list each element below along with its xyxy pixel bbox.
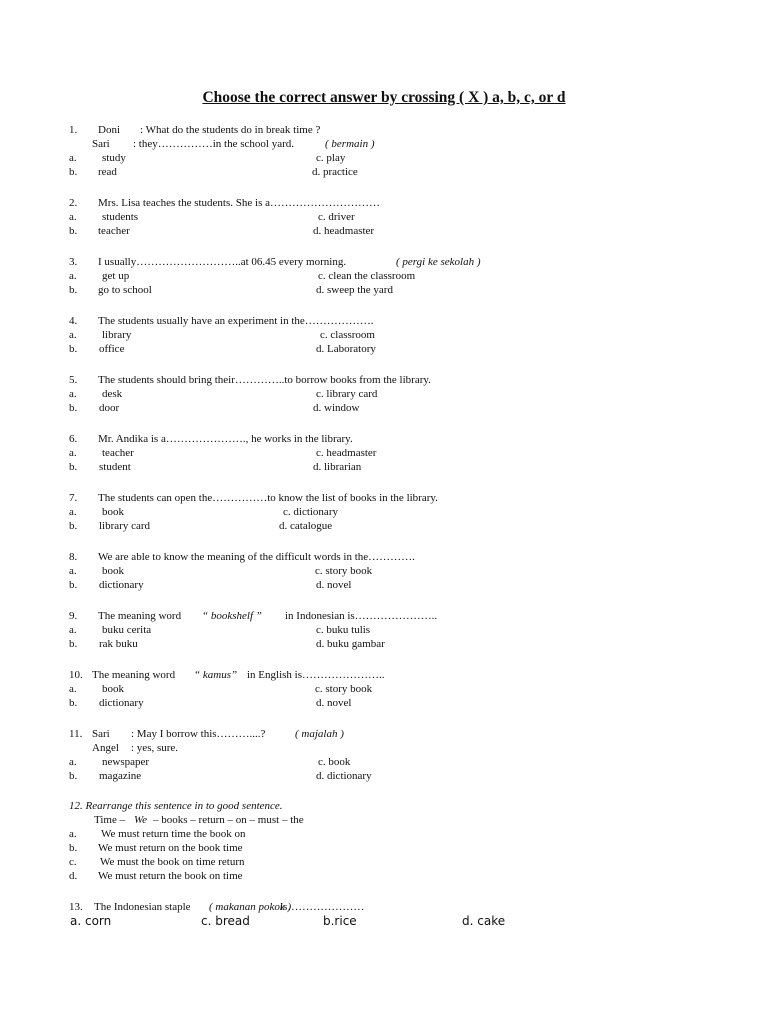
question-number: 8. (69, 551, 78, 563)
option-letter-c: c. (69, 856, 77, 868)
option-letter-a: a. (69, 756, 77, 768)
question-number: 5. (69, 374, 78, 386)
question-number: 2. (69, 197, 78, 209)
speaker-name: Doni (98, 124, 120, 136)
question-stem: The meaning word (98, 610, 182, 622)
option-letter-b: b. (69, 461, 78, 473)
option-a[interactable]: library (102, 329, 132, 341)
option-c[interactable]: c. library card (316, 388, 378, 400)
option-b[interactable]: magazine (99, 770, 142, 782)
option-b[interactable]: teacher (98, 225, 130, 237)
option-letter-b: b. (69, 225, 78, 237)
option-d[interactable]: d. cake (462, 914, 506, 928)
option-b[interactable]: read (98, 166, 117, 178)
option-d[interactable]: We must return the book on time (98, 870, 243, 882)
option-letter-b: b. (69, 697, 78, 709)
question-number: 1. (69, 124, 78, 136)
option-c[interactable]: We must the book on time return (100, 856, 245, 868)
option-c[interactable]: c. classroom (320, 329, 375, 341)
keyword: “ bookshelf ” (202, 610, 262, 622)
option-b[interactable]: b.rice (323, 914, 357, 928)
option-letter-b: b. (69, 166, 78, 178)
option-letter-b: b. (69, 579, 78, 591)
option-b[interactable]: door (99, 402, 120, 414)
option-c[interactable]: c. buku tulis (316, 624, 371, 636)
option-a[interactable]: We must return time the book on (101, 828, 246, 840)
option-d[interactable]: d. headmaster (313, 225, 375, 237)
question-stem-end: in Indonesian is………………….. (285, 610, 438, 622)
option-c[interactable]: c. clean the classroom (318, 270, 416, 282)
option-d[interactable]: d. sweep the yard (316, 284, 393, 296)
scrambled-word-we: We (134, 814, 148, 826)
option-letter-a: a. (69, 506, 77, 518)
option-d[interactable]: d. novel (316, 579, 352, 591)
option-b[interactable]: dictionary (99, 579, 144, 591)
option-letter-b: b. (69, 520, 78, 532)
option-b[interactable]: student (99, 461, 131, 473)
scrambled-words-start: Time – (94, 814, 126, 826)
question-number: 6. (69, 433, 78, 445)
question-heading: 12. Rearrange this sentence in to good sentence. (69, 800, 283, 812)
option-letter-d: d. (69, 870, 78, 882)
question-stem: Mr. Andika is a…………………., he works in the library. (98, 433, 353, 445)
option-d[interactable]: d. librarian (313, 461, 362, 473)
dialog-line: : yes, sure. (131, 742, 179, 754)
option-b[interactable]: office (99, 343, 125, 355)
question-stem: We are able to know the meaning of the difficult words in the…………. (98, 551, 415, 563)
option-c[interactable]: c. story book (315, 683, 373, 695)
option-a[interactable]: teacher (102, 447, 134, 459)
dialog-line: : What do the students do in break time ? (140, 124, 321, 136)
option-b[interactable]: rak buku (99, 638, 138, 650)
option-c[interactable]: c. bread (201, 914, 250, 928)
option-letter-b: b. (69, 770, 78, 782)
speaker-name: Sari (92, 728, 110, 740)
option-letter-b: b. (69, 638, 78, 650)
option-letter-a: a. (69, 828, 77, 840)
question-number: 3. (69, 256, 78, 268)
option-a[interactable]: book (102, 506, 124, 518)
option-a[interactable]: study (102, 152, 126, 164)
option-letter-a: a. (69, 683, 77, 695)
question-stem: The students usually have an experiment in the………………. (98, 315, 374, 327)
dialog-line: : May I borrow this………....? (131, 728, 266, 740)
question-stem: I usually………………………..at 06.45 every morning. (98, 256, 347, 268)
option-letter-a: a. (69, 624, 77, 636)
option-a[interactable]: students (102, 211, 139, 223)
option-letter-a: a. (69, 211, 77, 223)
option-c[interactable]: c. headmaster (316, 447, 377, 459)
option-a[interactable]: newspaper (102, 756, 150, 768)
option-b[interactable]: go to school (98, 284, 152, 296)
option-a[interactable]: a. corn (70, 914, 112, 928)
hint-text: ( makanan pokok ) (209, 901, 292, 913)
option-d[interactable]: d. novel (316, 697, 352, 709)
option-letter-a: a. (69, 270, 77, 282)
option-b[interactable]: library card (99, 520, 150, 532)
question-number: 9. (69, 610, 78, 622)
option-letter-a: a. (69, 565, 77, 577)
hint-text: ( majalah ) (295, 728, 344, 740)
option-b[interactable]: We must return on the book time (98, 842, 243, 854)
worksheet-title: Choose the correct answer by crossing ( X ) a, b, c, or d (202, 89, 566, 106)
option-letter-b: b. (69, 402, 78, 414)
question-stem: The students should bring their…………..to borrow books from the library. (98, 374, 431, 386)
question-number: 4. (69, 315, 78, 327)
hint-text: ( bermain ) (325, 138, 375, 150)
question-number: 11. (69, 728, 83, 740)
option-d[interactable]: d. buku gambar (316, 638, 385, 650)
option-d[interactable]: d. practice (312, 166, 358, 178)
question-stem-end: in English is………………….. (247, 669, 385, 681)
option-letter-b: b. (69, 284, 78, 296)
option-b[interactable]: dictionary (99, 697, 144, 709)
hint-text: ( pergi ke sekolah ) (396, 256, 481, 268)
option-d[interactable]: d. catalogue (279, 520, 333, 532)
dialog-line: : they……………in the school yard. (133, 138, 295, 150)
option-letter-b: b. (69, 343, 78, 355)
option-d[interactable]: d. dictionary (316, 770, 372, 782)
question-stem: The Indonesian staple (94, 901, 191, 913)
question-stem: The students can open the……………to know the list of books in the library. (98, 492, 438, 504)
question-number: 13. (69, 901, 83, 913)
question-stem-end: is………………… (280, 901, 365, 913)
option-c[interactable]: c. driver (318, 211, 355, 223)
question-number: 7. (69, 492, 78, 504)
option-d[interactable]: d. Laboratory (316, 343, 376, 355)
option-a[interactable]: book (102, 683, 124, 695)
speaker-name: Angel (92, 742, 119, 754)
option-c[interactable]: c. dictionary (283, 506, 338, 518)
option-a[interactable]: get up (102, 270, 130, 282)
option-d[interactable]: d. window (313, 402, 360, 414)
option-c[interactable]: c. play (316, 152, 346, 164)
scrambled-words-end: – books – return – on – must – the (153, 814, 304, 826)
option-a[interactable]: desk (102, 388, 123, 400)
option-letter-a: a. (69, 447, 77, 459)
keyword: “ kamus” (194, 669, 238, 681)
option-letter-b: b. (69, 842, 78, 854)
question-number: 10. (69, 669, 83, 681)
option-c[interactable]: c. book (318, 756, 351, 768)
option-letter-a: a. (69, 388, 77, 400)
option-letter-a: a. (69, 329, 77, 341)
question-stem: Mrs. Lisa teaches the students. She is a………………………… (98, 197, 380, 209)
option-letter-a: a. (69, 152, 77, 164)
speaker-name: Sari (92, 138, 110, 150)
question-stem: The meaning word (92, 669, 176, 681)
option-c[interactable]: c. story book (315, 565, 373, 577)
option-a[interactable]: book (102, 565, 124, 577)
option-a[interactable]: buku cerita (102, 624, 152, 636)
